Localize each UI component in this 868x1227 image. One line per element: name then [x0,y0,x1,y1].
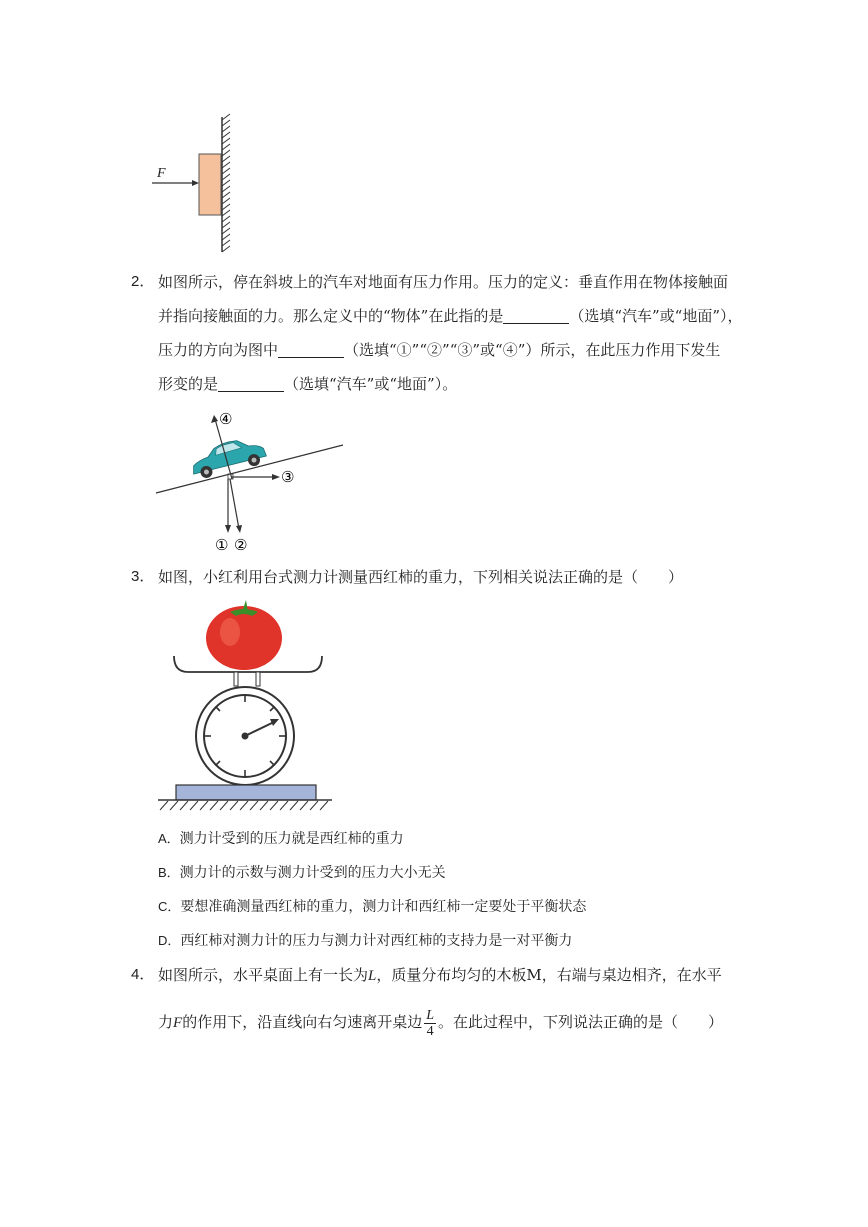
question-text: 如图所示，水平桌面上有一长为L，质量分布均匀的木板M，右端与桌边相齐，在水平 [158,966,722,984]
question-text: 如图所示，停在斜坡上的汽车对地面有压力作用。压力的定义：垂直作用在物体接触面 [158,273,729,291]
label-1: ① [215,536,229,554]
figure-car-slope [150,405,360,555]
force-label: F [157,166,166,181]
option-c[interactable]: C．要想准确测量西红柿的重力，测力计和西红柿一定要处于平衡状态 [158,899,587,915]
label-3: ③ [281,468,295,486]
option-b[interactable]: B．测力计的示数与测力计受到的压力大小无关 [158,865,446,881]
figure-tomato-scale [150,598,340,816]
fraction: $\frac{L}{4}$ [426,1007,434,1039]
question-text: 形变的是 （选填“汽车”或“地面”）。 [158,375,458,393]
answer-blank[interactable] [218,375,284,392]
block [199,154,221,215]
option-a[interactable]: A．测力计受到的压力就是西红柿的重力 [158,831,404,847]
label-4: ④ [219,410,233,428]
question-number: 4． [131,966,155,983]
question-number: 3． [131,568,155,585]
option-d[interactable]: D．西红柿对测力计的压力与测力计对西红柿的支持力是一对平衡力 [158,933,573,949]
tomato-icon [206,600,282,670]
question-text: 压力的方向为图中 （选填“①”“②”“③”或“④”）所示，在此压力作用下发生 [158,341,721,359]
answer-blank[interactable] [503,307,569,324]
figure-block-wall [150,112,240,257]
question-text: 力F的作用下，沿直线向右匀速离开桌边 $\frac{L}{4}$ 。在此过程中，下列说法正确的是（ ） [158,1007,724,1039]
question-number: 2． [131,273,155,290]
answer-blank[interactable] [278,341,344,358]
label-2: ② [234,536,248,554]
question-text: 如图，小红利用台式测力计测量西红柿的重力，下列相关说法正确的是（ ） [158,568,684,586]
question-text: 并指向接触面的力。那么定义中的“物体”在此指的是 （选填“汽车”或“地面”）， [158,307,743,325]
